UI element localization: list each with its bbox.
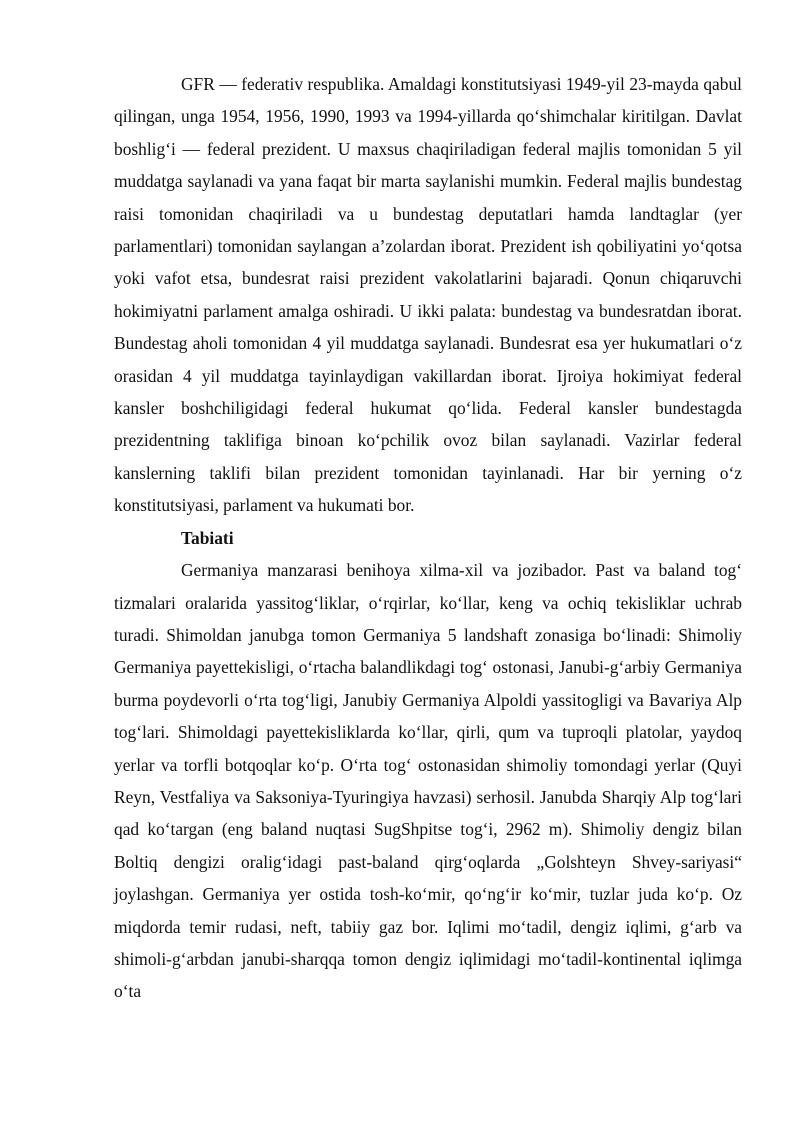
document-page [114,68,742,1008]
paragraph-nature: Germaniya manzarasi benihoya xilma-xil va jozibador. Past va baland tog‘ tizmalari oralarida yassitog‘liklar, o‘rqirlar, ko‘llar, keng va ochiq tekisliklar uchrab turadi. Shimoldan janubga tomon Germaniya 5 landshaft zonasiga bo‘linadi: Shimoliy Germaniya payettekisligi, o‘rtacha balandlikdagi tog‘ ostonasi, Janubi-g‘arbiy Germaniya burma poydevorli o‘rta tog‘ligi, Janubiy Germaniya Alpoldi yassitogligi va Bavariya Alp tog‘lari. Shimoldagi payettekisliklarda ko‘llar, qirli, qum va tuproqli platolar, yaydoq yerlar va torfli botqoqlar ko‘p. O‘rta tog‘ ostonasidan shimoliy tomondagi yerlar (Quyi Reyn, Vestfaliya va Saksoniya-Tyuringiya havzasi) serhosil. Janubda Sharqiy Alp tog‘lari qad ko‘targan (eng baland nuqtasi SugShpitse tog‘i, 2962 m). Shimoliy dengiz bilan Boltiq dengizi oralig‘idagi past-baland qirg‘oqlarda „Golshteyn Shvey-sariyasi“ joylashgan. Germaniya yer ostida tosh-ko‘mir, qo‘ng‘ir ko‘mir, tuzlar juda ko‘p. Oz miqdorda temir rudasi, neft, tabiiy gaz bor. Iqlimi mo‘tadil, dengiz iqlimi, g‘arb va shimoli-g‘arbdan janubi-sharqqa tomon dengiz iqlimidagi mo‘tadil-kontinental iqlimga o‘ta [114,560,742,1002]
section-heading-tabiati: Tabiati [181,527,234,548]
paragraph-government: GFR — federativ respublika. Amaldagi konstitutsiyasi 1949-yil 23-mayda qabul qilingan, unga 1954, 1956, 1990, 1993 va 1994-yillarda qo‘shimchalar kiritilgan. Davlat boshlig‘i — federal prezident. U maxsus chaqiriladigan federal majlis tomonidan 5 yil muddatga saylanadi va yana faqat bir marta saylanishi mumkin. Federal majlis bundestag raisi tomonidan chaqiriladi va u bundestag deputatlari hamda landtaglar (yer parlamentlari) tomonidan saylangan a’zolardan iborat. Prezident ish qobiliyatini yo‘qotsa yoki vafot etsa, bundesrat raisi prezident vakolatlarini bajaradi. Qonun chiqaruvchi hokimiyatni parlament amalga oshiradi. U ikki palata: bundestag va bundesratdan iborat. Bundestag aholi tomonidan 4 yil muddatga saylanadi. Bundesrat esa yer hukumatlari o‘z orasidan 4 yil muddatga tayinlaydigan vakillardan iborat. Ijroiya hokimiyat federal kansler boshchiligidagi federal hukumat qo‘lida. Federal kansler bundestagda prezidentning taklifiga binoan ko‘pchilik ovoz bilan saylanadi. Vazirlar federal kanslerning taklifi bilan prezident tomonidan tayinlanadi. Har bir yerning o‘z konstitutsiyasi, parlament va hukumati bor. [114,74,742,516]
